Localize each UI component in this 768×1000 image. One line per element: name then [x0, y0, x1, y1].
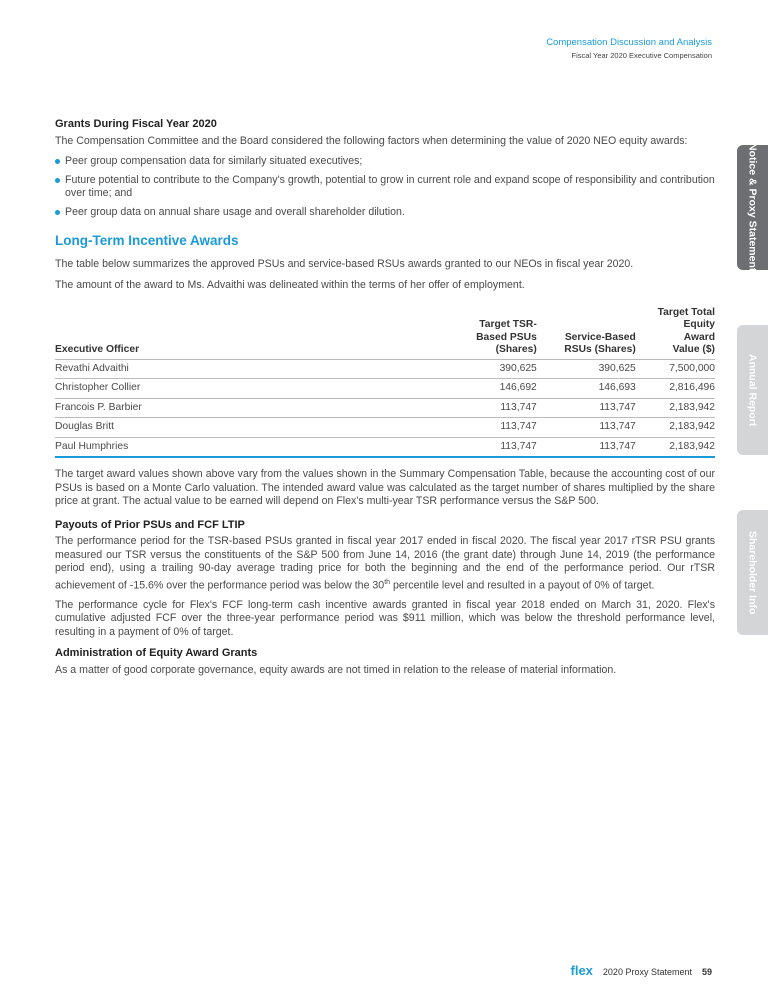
table-cell: 390,625	[537, 359, 636, 379]
awards-table	[55, 305, 715, 459]
table-cell: 7,500,000	[636, 359, 715, 379]
col-header: Service-Based RSUs (Shares)	[564, 331, 636, 355]
tab-label: Annual Report	[746, 353, 759, 427]
col-header: Target Total Equity Award Value ($)	[657, 306, 715, 355]
lti-heading: Long-Term Incentive Awards	[55, 233, 239, 248]
table-cell: 2,183,942	[636, 398, 715, 418]
section-title: Compensation Discussion and Analysis	[546, 37, 712, 48]
table-cell: 390,625	[451, 359, 537, 379]
superscript: th	[384, 578, 391, 586]
payouts-p2: The performance cycle for Flex's FCF long-term cash incentive awards granted in fiscal year 2018 ended on March 31, 2020. Flex's cumulative adjusted FCF over the three-year performance period was $911 million, which was below the threshold performance level, resulting in a payment of 0% of target.	[55, 598, 715, 638]
table-cell: 146,692	[451, 379, 537, 399]
col-header: Target TSR-Based PSUs (Shares)	[476, 319, 537, 355]
list-item: Future potential to contribute to the Company's growth, potential to grow in current role and expand scope of responsibility and contribution over time; and	[55, 174, 715, 201]
grants-intro: The Compensation Committee and the Board considered the following factors when determining the value of 2020 NEO equity awards:	[55, 134, 688, 147]
lti-p1: The table below summarizes the approved PSUs and service-based RSUs awards granted to our NEOs in fiscal year 2020.	[55, 257, 634, 270]
subsection-title: Fiscal Year 2020 Executive Compensation	[571, 51, 712, 60]
table-cell: 146,693	[537, 379, 636, 399]
factor-list	[55, 155, 715, 219]
main-content	[55, 118, 715, 683]
running-header	[546, 37, 712, 60]
text: percentile level and resulted in a payout of 0% of target.	[390, 579, 655, 592]
footer	[571, 963, 712, 978]
table-cell: 113,747	[537, 418, 636, 438]
tab-label: Shareholder Info	[746, 530, 759, 615]
col-header: Executive Officer	[55, 344, 140, 355]
admin-text: As a matter of good corporate governance, equity awards are not timed in relation to the release of material information.	[55, 663, 617, 676]
page-number: 59	[701, 967, 712, 977]
table-cell: 113,747	[537, 398, 636, 418]
list-item: Peer group data on annual share usage and overall shareholder dilution.	[55, 206, 715, 220]
table-cell: 2,183,942	[636, 437, 715, 457]
text: The performance period for the TSR-based PSUs granted in fiscal year 2017 ended in fiscal 2020. The fiscal year 2017 rTSR PSU grants measured our TSR versus the constituents of the S&P 500 from June 14, 2016 (the grant date) through June 14, 2019 (the performance period end), using a trailing 90-day average trading price for both the beginning and the end of the performance period. Our rTSR achievement of -15.6% over the performance period was below the 30	[55, 535, 715, 592]
table-row	[55, 437, 715, 457]
table-header-row	[55, 305, 715, 360]
table-row	[55, 359, 715, 379]
tab-label: Notice & Proxy Statement	[746, 143, 759, 272]
table-row	[55, 418, 715, 438]
payouts-heading: Payouts of Prior PSUs and FCF LTIP	[55, 518, 245, 531]
table-cell: 113,747	[451, 398, 537, 418]
table-cell: Paul Humphries	[55, 437, 451, 457]
table-cell: Francois P. Barbier	[55, 398, 451, 418]
payouts-p1	[55, 535, 715, 593]
after-table-text: The target award values shown above vary from the values shown in the Summary Compensation Table, because the accounting cost of our PSUs is based on a Monte Carlo valuation. The intended award value was calculated as the target number of shares multiplied by the share price at grant. The actual value to be earned will depend on Flex's multi-year TSR performance versus the S&P 500.	[55, 468, 715, 507]
flex-logo: flex	[570, 963, 593, 978]
tab-notice-proxy-statement[interactable]	[737, 145, 768, 270]
tab-annual-report[interactable]	[737, 325, 768, 455]
lti-p2: The amount of the award to Ms. Advaithi was delineated within the terms of her offer of employment.	[55, 279, 525, 291]
grants-heading: Grants During Fiscal Year 2020	[55, 118, 217, 130]
tab-shareholder-info[interactable]	[737, 510, 768, 635]
table-cell: 113,747	[537, 437, 636, 457]
table-row	[55, 398, 715, 418]
table-cell: Douglas Britt	[55, 418, 451, 438]
document-title: 2020 Proxy Statement	[602, 967, 692, 977]
table-cell: 113,747	[451, 418, 537, 438]
table-cell: 2,816,496	[636, 379, 715, 399]
table-cell: Christopher Collier	[55, 379, 451, 399]
table-row	[55, 379, 715, 399]
table-cell: 2,183,942	[636, 418, 715, 438]
table-cell: 113,747	[451, 437, 537, 457]
table-cell: Revathi Advaithi	[55, 359, 451, 379]
admin-heading: Administration of Equity Award Grants	[55, 647, 258, 660]
list-item: Peer group compensation data for similarly situated executives;	[55, 155, 715, 169]
